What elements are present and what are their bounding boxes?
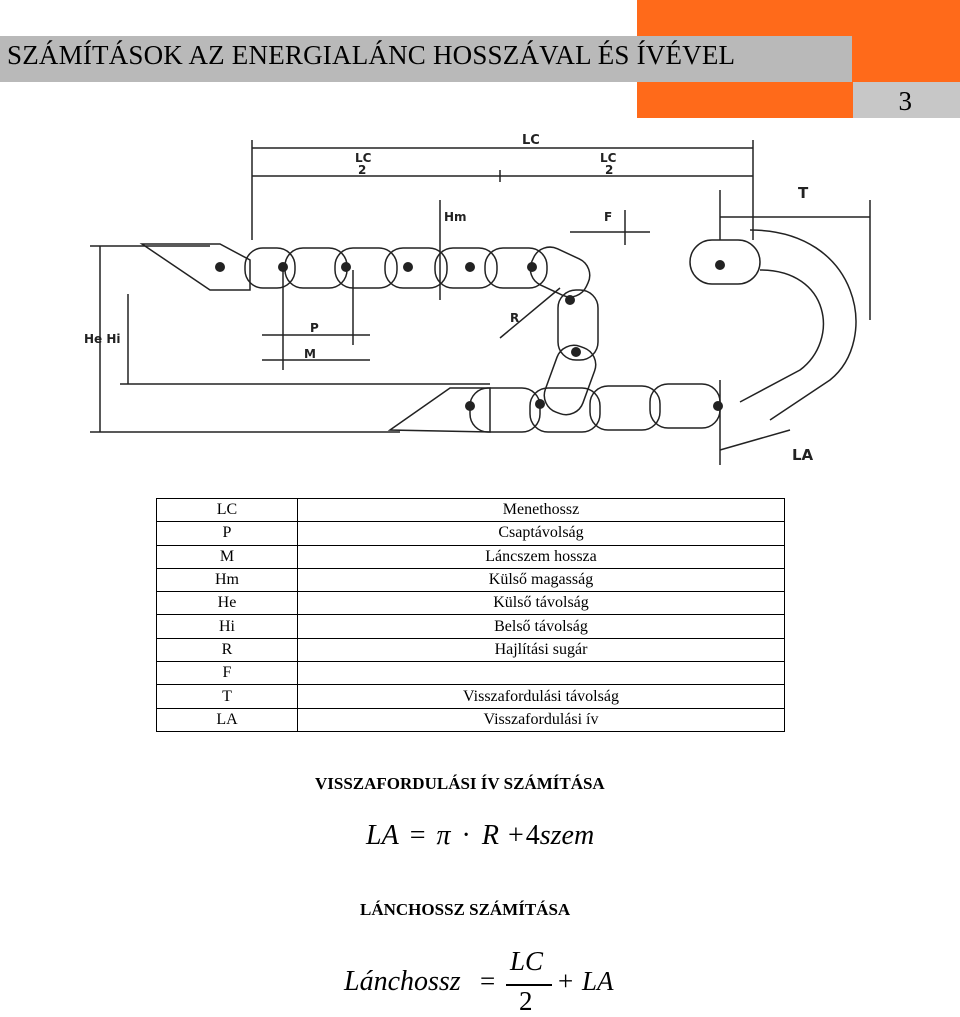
symbol-cell: P (157, 522, 298, 545)
description-cell: Láncszem hossza (298, 545, 785, 568)
he-hi-label: He Hi (84, 332, 121, 346)
formula-equals: = (409, 820, 426, 851)
table-row (157, 568, 785, 591)
lc-half-right-label: LC (600, 151, 617, 165)
symbol-cell: He (157, 592, 298, 615)
formula-arc (366, 820, 594, 852)
table-row (157, 662, 785, 685)
page-title: SZÁMÍTÁSOK AZ ENERGIALÁNC HOSSZÁVAL ÉS ÍVÉVEL (7, 40, 736, 70)
table-row (157, 545, 785, 568)
symbol-cell: LC (157, 499, 298, 522)
formula-lhs: LA (366, 820, 399, 851)
m-label: M (304, 347, 316, 361)
table-row (157, 592, 785, 615)
r-label: R (510, 311, 520, 325)
formula-dot: · (461, 820, 471, 851)
lc-half-right-den: 2 (605, 163, 614, 177)
energy-chain-diagram (70, 120, 890, 480)
symbol-cell: Hm (157, 568, 298, 591)
description-cell: Belső távolság (298, 615, 785, 638)
page-number-box (853, 82, 960, 118)
f-label: F (604, 210, 613, 224)
lc-label: LC (522, 133, 540, 148)
table-row (157, 638, 785, 661)
formula-r: R (481, 820, 499, 851)
legend-table (156, 498, 785, 732)
page-number: 3 (898, 86, 912, 116)
formula-plus: + (507, 820, 524, 851)
symbol-cell: Hi (157, 615, 298, 638)
fraction-numerator: LC (510, 946, 544, 976)
description-cell: Visszafordulási ív (298, 708, 785, 731)
symbol-cell: LA (157, 708, 298, 731)
formula-pi: π (436, 820, 451, 851)
p-label: P (310, 321, 319, 335)
table-row (157, 685, 785, 708)
formula-length-la: LA (582, 966, 614, 996)
section-heading-arc: VISSZAFORDULÁSI ÍV SZÁMÍTÁSA (315, 774, 605, 793)
table-row (157, 499, 785, 522)
t-label: T (798, 184, 809, 202)
formula-four: 4 (525, 820, 540, 851)
lc-half-left-den: 2 (358, 163, 367, 177)
description-cell: Külső magasság (298, 568, 785, 591)
description-cell (298, 662, 785, 685)
table-row (157, 522, 785, 545)
symbol-cell: T (157, 685, 298, 708)
table-row (157, 708, 785, 731)
table-row (157, 615, 785, 638)
la-label: LA (792, 446, 814, 464)
description-cell: Külső távolság (298, 592, 785, 615)
section-heading-length: LÁNCHOSSZ SZÁMÍTÁSA (360, 900, 571, 919)
hm-label: Hm (444, 210, 467, 224)
description-cell: Csaptávolság (298, 522, 785, 545)
fraction-denominator: 2 (519, 986, 533, 1016)
description-cell: Hajlítási sugár (298, 638, 785, 661)
symbol-cell: M (157, 545, 298, 568)
formula-length-lhs: Lánchossz (344, 966, 461, 997)
formula-length-equals: = (480, 966, 496, 996)
symbol-cell: R (157, 638, 298, 661)
description-cell: Visszafordulási távolság (298, 685, 785, 708)
formula-length-plus: + (558, 966, 574, 996)
formula-szem: szem (539, 820, 595, 851)
symbol-cell: F (157, 662, 298, 685)
description-cell: Menethossz (298, 499, 785, 522)
lc-half-left-label: LC (355, 151, 372, 165)
